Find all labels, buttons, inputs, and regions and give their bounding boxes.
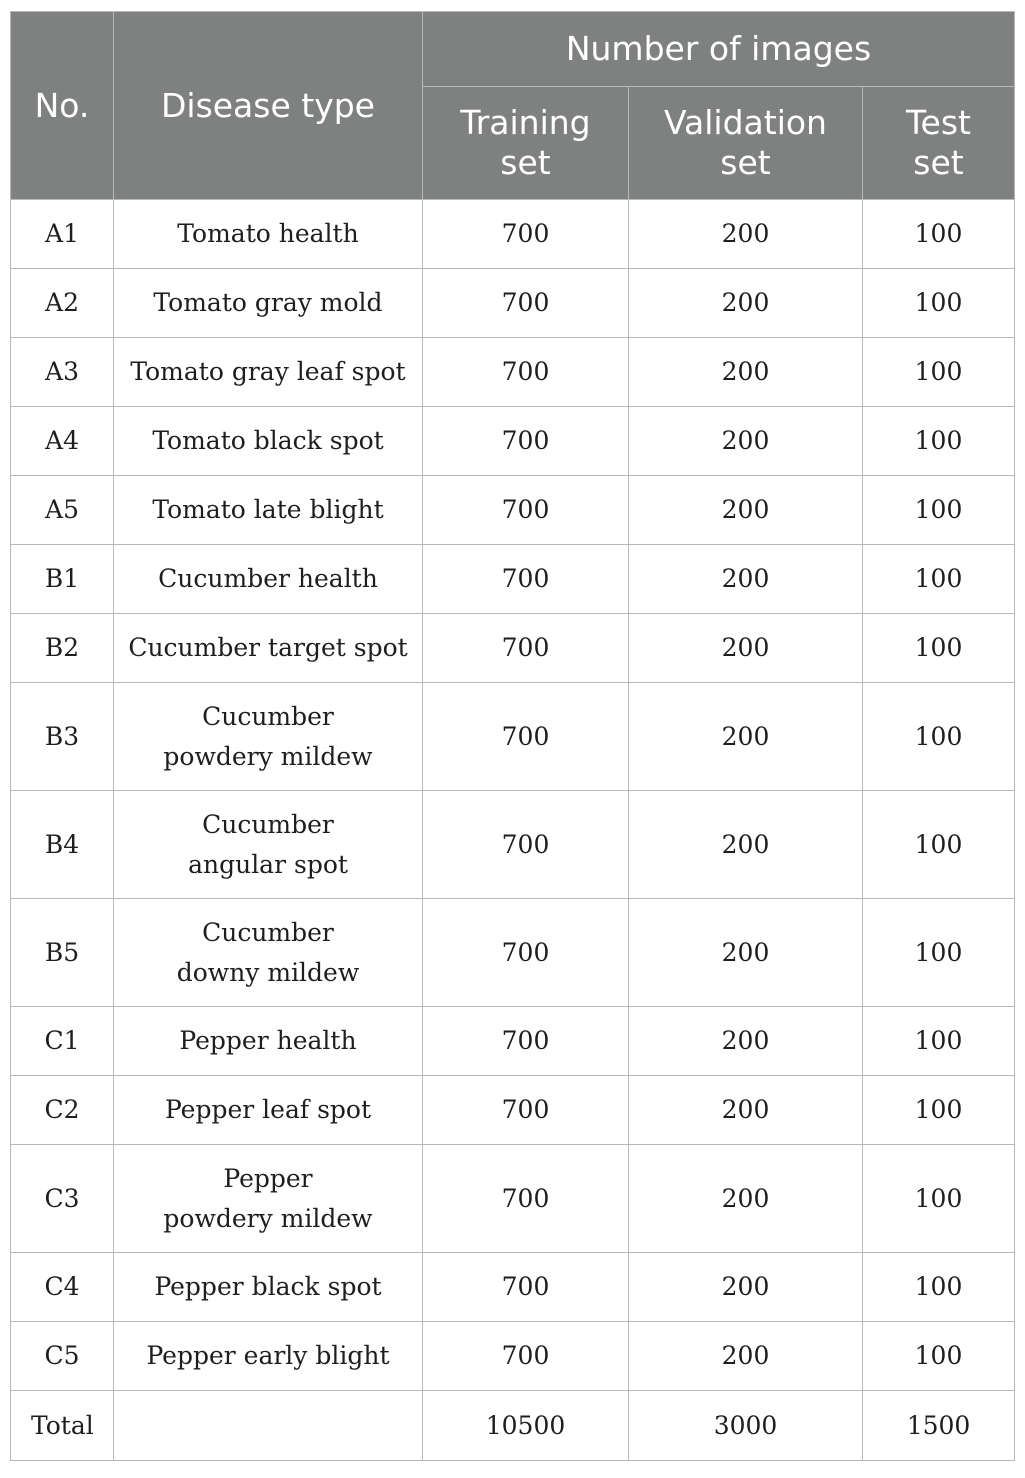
- row-no: B5: [11, 899, 114, 1007]
- table-row: [11, 1322, 1015, 1391]
- row-training: 700: [423, 1253, 629, 1322]
- row-validation: 200: [629, 338, 863, 407]
- row-no: C5: [11, 1322, 114, 1391]
- total-training: 10500: [423, 1391, 629, 1461]
- row-test: 100: [863, 200, 1015, 269]
- header-training-set: [423, 87, 629, 200]
- row-disease-type: [114, 200, 423, 269]
- disease-type-line: Tomato health: [177, 219, 359, 248]
- row-no: B4: [11, 791, 114, 899]
- row-disease-type: [114, 1007, 423, 1076]
- row-no: A3: [11, 338, 114, 407]
- row-disease-type: [114, 791, 423, 899]
- header-validation-set: [629, 87, 863, 200]
- row-training: 700: [423, 407, 629, 476]
- total-label: Total: [11, 1391, 114, 1461]
- row-disease-type: [114, 1076, 423, 1145]
- row-no: A1: [11, 200, 114, 269]
- row-validation: 200: [629, 683, 863, 791]
- disease-type-line: downy mildew: [176, 957, 360, 987]
- row-validation: 200: [629, 476, 863, 545]
- table-row: [11, 407, 1015, 476]
- row-no: C3: [11, 1145, 114, 1253]
- disease-type-line: powdery mildew: [163, 1203, 373, 1233]
- row-test: 100: [863, 545, 1015, 614]
- row-disease-type: [114, 1322, 423, 1391]
- row-test: 100: [863, 338, 1015, 407]
- row-training: 700: [423, 1145, 629, 1253]
- row-test: 100: [863, 1076, 1015, 1145]
- row-disease-type: [114, 545, 423, 614]
- total-row: [11, 1391, 1015, 1461]
- row-training: 700: [423, 791, 629, 899]
- row-test: 100: [863, 1145, 1015, 1253]
- row-no: C4: [11, 1253, 114, 1322]
- disease-type-line: Tomato late blight: [152, 495, 384, 524]
- disease-type-line: angular spot: [188, 849, 348, 879]
- row-no: C1: [11, 1007, 114, 1076]
- disease-type-line: Pepper health: [179, 1026, 357, 1055]
- row-no: A4: [11, 407, 114, 476]
- header-validation-line: Validation: [664, 103, 827, 142]
- table-row: [11, 791, 1015, 899]
- row-training: 700: [423, 683, 629, 791]
- row-validation: 200: [629, 1076, 863, 1145]
- table-body: [11, 200, 1015, 1461]
- table-row: [11, 614, 1015, 683]
- disease-type-line: Pepper leaf spot: [164, 1095, 372, 1124]
- row-disease-type: [114, 899, 423, 1007]
- row-validation: 200: [629, 1322, 863, 1391]
- row-no: A5: [11, 476, 114, 545]
- row-validation: 200: [629, 545, 863, 614]
- table-row: [11, 1253, 1015, 1322]
- row-validation: 200: [629, 407, 863, 476]
- row-disease-type: [114, 269, 423, 338]
- row-disease-type: [114, 683, 423, 791]
- disease-type-line: Pepper: [223, 1163, 313, 1193]
- row-training: 700: [423, 476, 629, 545]
- table-row: [11, 1145, 1015, 1253]
- image-count-table: [10, 11, 1015, 1461]
- row-no: B2: [11, 614, 114, 683]
- disease-type-line: powdery mildew: [163, 741, 373, 771]
- disease-type-line: Tomato black spot: [152, 426, 384, 455]
- table-row: [11, 476, 1015, 545]
- row-no: C2: [11, 1076, 114, 1145]
- row-test: 100: [863, 269, 1015, 338]
- row-validation: 200: [629, 614, 863, 683]
- header-test-line: Test: [906, 103, 971, 142]
- disease-type-line: Cucumber health: [158, 564, 378, 593]
- table-row: [11, 269, 1015, 338]
- row-disease-type: [114, 1253, 423, 1322]
- row-training: 700: [423, 269, 629, 338]
- header-no: No.: [11, 12, 114, 200]
- header-number-of-images: Number of images: [423, 12, 1015, 87]
- row-validation: 200: [629, 1145, 863, 1253]
- header-row-1: [11, 12, 1015, 87]
- header-validation-line: set: [720, 143, 771, 182]
- header-test-set: [863, 87, 1015, 200]
- row-training: 700: [423, 1076, 629, 1145]
- disease-type-line: Cucumber: [202, 917, 334, 947]
- total-test: 1500: [863, 1391, 1015, 1461]
- disease-type-line: Cucumber: [202, 701, 334, 731]
- row-test: 100: [863, 683, 1015, 791]
- row-disease-type: [114, 476, 423, 545]
- row-test: 100: [863, 1007, 1015, 1076]
- row-no: A2: [11, 269, 114, 338]
- row-no: B1: [11, 545, 114, 614]
- row-test: 100: [863, 407, 1015, 476]
- total-validation: 3000: [629, 1391, 863, 1461]
- row-test: 100: [863, 899, 1015, 1007]
- row-validation: 200: [629, 200, 863, 269]
- table-row: [11, 1076, 1015, 1145]
- disease-type-line: Cucumber: [202, 809, 334, 839]
- row-disease-type: [114, 407, 423, 476]
- row-training: 700: [423, 545, 629, 614]
- row-validation: 200: [629, 899, 863, 1007]
- row-training: 700: [423, 1007, 629, 1076]
- row-training: 700: [423, 338, 629, 407]
- table-row: [11, 545, 1015, 614]
- row-disease-type: [114, 1145, 423, 1253]
- row-disease-type: [114, 614, 423, 683]
- row-training: 700: [423, 200, 629, 269]
- total-disease-cell: [114, 1391, 423, 1461]
- row-validation: 200: [629, 791, 863, 899]
- row-training: 700: [423, 1322, 629, 1391]
- row-no: B3: [11, 683, 114, 791]
- disease-type-line: Cucumber target spot: [128, 633, 408, 662]
- disease-type-line: Tomato gray leaf spot: [130, 357, 406, 386]
- table-header: [11, 12, 1015, 200]
- row-disease-type: [114, 338, 423, 407]
- row-training: 700: [423, 899, 629, 1007]
- row-validation: 200: [629, 1007, 863, 1076]
- disease-type-line: Pepper black spot: [154, 1272, 382, 1301]
- table-row: [11, 899, 1015, 1007]
- row-test: 100: [863, 1253, 1015, 1322]
- table-row: [11, 683, 1015, 791]
- row-validation: 200: [629, 1253, 863, 1322]
- row-test: 100: [863, 614, 1015, 683]
- table-row: [11, 338, 1015, 407]
- table-row: [11, 1007, 1015, 1076]
- row-test: 100: [863, 476, 1015, 545]
- table-row: [11, 200, 1015, 269]
- row-test: 100: [863, 791, 1015, 899]
- header-training-line: set: [500, 143, 551, 182]
- header-training-line: Training: [460, 103, 591, 142]
- disease-type-line: Pepper early blight: [146, 1341, 390, 1370]
- header-disease-type: Disease type: [114, 12, 423, 200]
- disease-type-line: Tomato gray mold: [153, 288, 383, 317]
- row-training: 700: [423, 614, 629, 683]
- row-validation: 200: [629, 269, 863, 338]
- header-test-line: set: [913, 143, 964, 182]
- row-test: 100: [863, 1322, 1015, 1391]
